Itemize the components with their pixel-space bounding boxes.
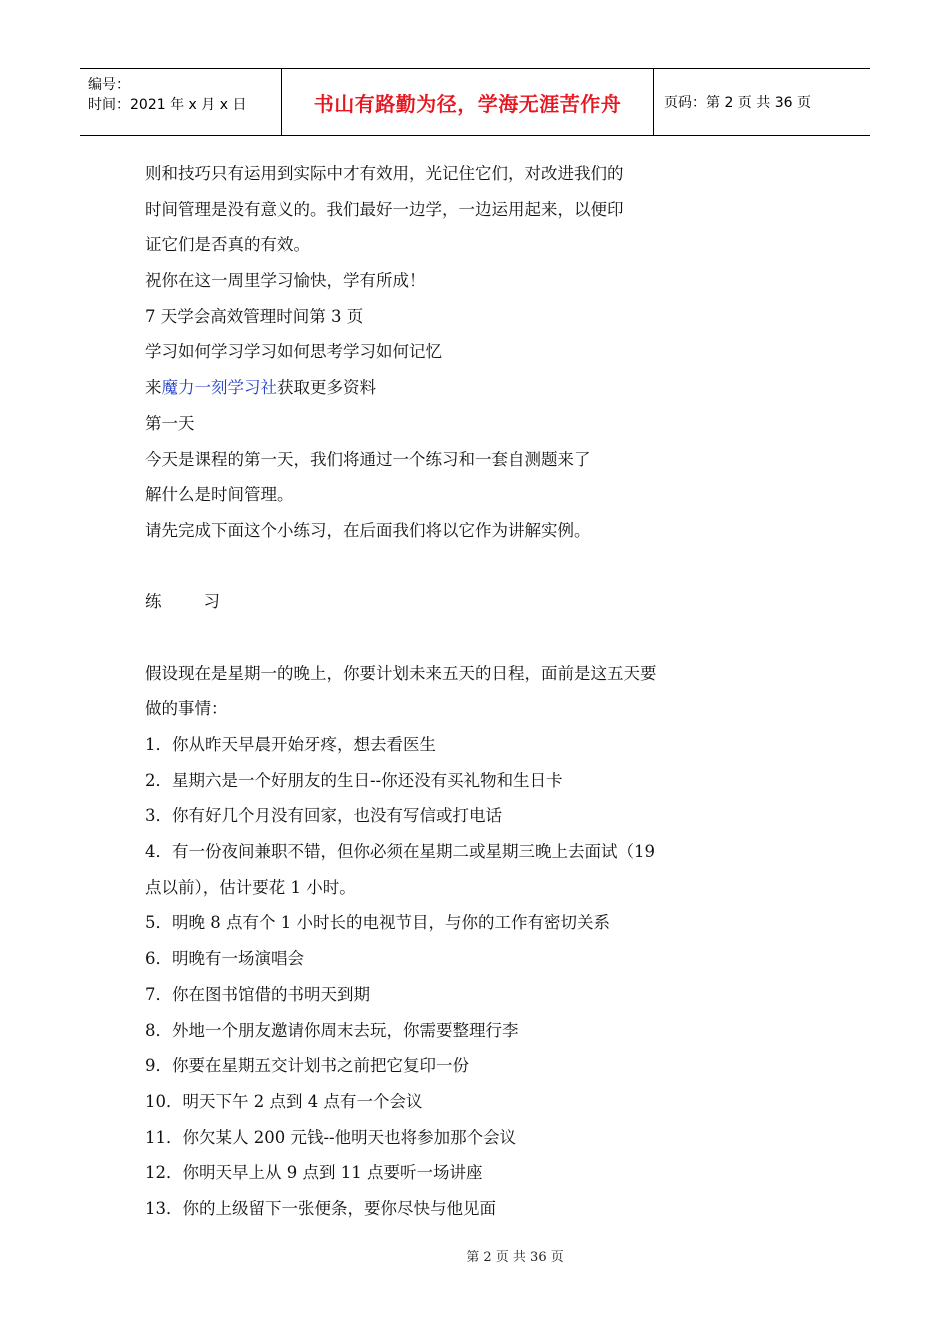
header-page-info: 页码：第 2 页 共 36 页 [664,95,811,111]
link-line [145,370,765,406]
link-suffix: 获取更多资料 [277,378,376,398]
list-item: 3．你有好几个月没有回家，也没有写信或打电话 [145,806,502,826]
text-line: 时间管理是没有意义的。我们最好一边学，一边运用起来，以便印 [145,199,624,219]
list-item: 点以前），估计要花 1 小时。 [145,877,356,897]
document-body [145,156,765,1227]
page-header [80,68,870,136]
text-line: 学习如何学习学习如何思考学习如何记忆 [145,342,442,362]
list-item: 4．有一份夜间兼职不错，但你必须在星期二或星期三晚上去面试（19 [145,842,655,862]
date-label: 时间：2021 年 x 月 x 日 [88,97,247,113]
header-meta [80,69,282,135]
number-label: 编号： [88,77,130,93]
list-item: 9．你要在星期五交计划书之前把它复印一份 [145,1056,469,1076]
list-item: 12．你明天早上从 9 点到 11 点要听一场讲座 [145,1163,483,1183]
text-line: 证它们是否真的有效。 [145,235,310,255]
text-line: 则和技巧只有运用到实际中才有效用，光记住它们，对改进我们的 [145,164,624,183]
text-line: 请先完成下面这个小练习，在后面我们将以它作为讲解实例。 [145,520,591,540]
list-item: 2．星期六是一个好朋友的生日--你还没有买礼物和生日卡 [145,770,563,790]
spacer [145,620,765,656]
list-item: 8．外地一个朋友邀请你周末去玩，你需要整理行李 [145,1020,519,1040]
exercise-title-char: 练 [145,592,162,612]
list-item: 13．你的上级留下一张便条，要你尽快与他见面 [145,1198,496,1218]
list-item: 10．明天下午 2 点到 4 点有一个会议 [145,1091,423,1111]
text-line: 祝你在这一周里学习愉快，学有所成！ [145,271,426,291]
list-item: 5．明晚 8 点有个 1 小时长的电视节目，与你的工作有密切关系 [145,913,610,933]
list-item: 6．明晚有一场演唱会 [145,949,304,969]
spacer [145,549,765,585]
text-line: 做的事情： [145,699,228,719]
day-heading: 第一天 [145,413,195,433]
text-line: 解什么是时间管理。 [145,485,294,505]
study-club-link[interactable]: 魔力一刻学习社 [161,378,277,398]
list-item: 7．你在图书馆借的书明天到期 [145,984,370,1004]
list-item: 11．你欠某人 200 元钱--他明天也将参加那个会议 [145,1127,517,1147]
link-prefix: 来 [145,378,162,398]
header-motto: 书山有路勤为径，学海无涯苦作舟 [282,69,654,135]
exercise-title-char: 习 [203,592,220,612]
list-item: 1．你从昨天早晨开始牙疼，想去看医生 [145,735,436,754]
text-line: 7 天学会高效管理时间第 3 页 [145,306,364,326]
exercise-title [145,584,765,620]
text-line: 假设现在是星期一的晚上，你要计划未来五天的日程，面前是这五天要 [145,663,657,683]
page-footer: 第 2 页 共 36 页 [466,1250,564,1265]
text-line: 今天是课程的第一天，我们将通过一个练习和一套自测题来了 [145,449,591,469]
